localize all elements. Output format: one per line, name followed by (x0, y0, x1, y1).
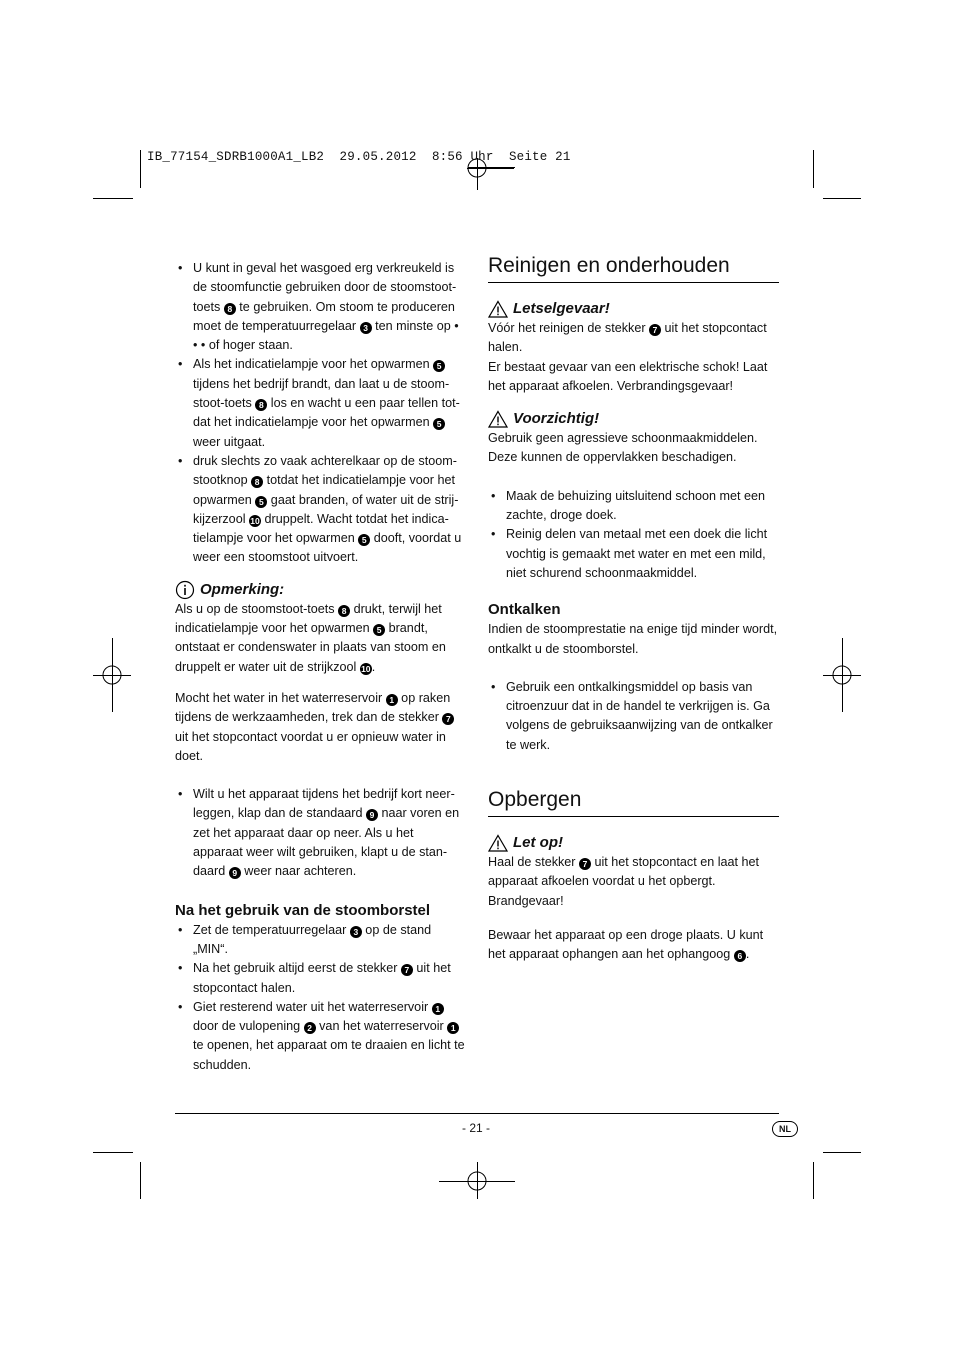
list-item: • Giet resterend water uit het waterreservoir 1 door de vulopening 2 van het waterreservoir 1 te openen, het apparaat om te draaien en licht te schudden. (175, 998, 465, 1075)
info-icon (175, 580, 195, 600)
list-item: • Na het gebruik altijd eerst de stekker 7 uit het stopcontact halen. (175, 959, 465, 998)
reference-number-badge: 9 (366, 809, 378, 821)
cleaning-bullets (488, 487, 779, 583)
reference-number-badge: 5 (433, 418, 445, 430)
note-heading: Opmerking: (175, 580, 465, 600)
warning-injury-text1: Vóór het reinigen de stekker 7 uit het stopcontact halen. (488, 321, 767, 355)
page-number: - 21 - (462, 1121, 491, 1135)
warning-icon (488, 300, 508, 318)
warning-icon (488, 410, 508, 428)
reference-number-badge: 3 (360, 322, 372, 334)
note-text: Als u op de stoomstoot-toets 8 drukt, terwijl het indicatielampje voor het opwarmen 5 brandt, ontstaat er condenswater in plaats van stoom en druppelt er water uit de strijkzool 10. (175, 601, 446, 674)
list-item: • Maak de behuizing uitsluitend schoon met een zachte, droge doek. (488, 487, 779, 526)
print-slug: IB_77154_SDRB1000A1_LB2 29.05.2012 8:56 Uhr Seite 21 (147, 150, 571, 164)
caution-text: Gebruik geen agressieve schoonmaakmiddelen. Deze kunnen de oppervlakken beschadigen. (488, 431, 758, 465)
after-use-heading: Na het gebruik van de stoomborstel (175, 901, 431, 919)
reference-number-badge: 5 (255, 496, 267, 508)
reference-number-badge: 8 (255, 399, 267, 411)
reference-number-badge: 10 (361, 663, 371, 674)
warning-injury-text2: Er bestaat gevaar van een elektrische schok! Laat het apparaat afkoelen. Verbrandingsgevaar! (488, 359, 768, 393)
caution-heading: Voorzichtig! (488, 409, 779, 429)
reference-number-badge: 3 (350, 926, 362, 938)
reference-number-badge: 10 (250, 515, 260, 526)
attention-text: Haal de stekker 7 uit het stopcontact en laat het apparaat afkoelen voordat u het opbergt. Brandgevaar! (488, 855, 760, 908)
reference-number-badge: 1 (386, 694, 398, 706)
list-item: • Reinig delen van metaal met een doek die licht vochtig is gemaakt met water en met een mild, niet schurend schoonmaakmiddel. (488, 525, 779, 583)
reference-number-badge: 7 (579, 858, 591, 870)
attention-heading: Let op! (488, 833, 779, 853)
cleaning-heading: Reinigen en onderhouden (488, 253, 779, 283)
reference-number-badge: 5 (433, 360, 445, 372)
reference-number-badge: 8 (224, 303, 236, 315)
left-column (175, 259, 465, 1075)
list-item: • Wilt u het apparaat tijdens het bedrijf kort neer-leggen, klap dan de standaard 9 naar voren en zet het apparaat daar op neer. Als u het apparaat weer wilt gebruiken, klapt u de stan-daard 9 weer naar achteren. (175, 785, 465, 881)
descale-heading: Ontkalken (488, 601, 561, 619)
storage-text: Bewaar het apparaat op een droge plaats. U kunt het apparaat ophangen aan het ophangoog 6 . (488, 927, 764, 962)
list-item: • U kunt in geval het wasgoed erg verkreukeld is de stoomfunctie gebruiken door de stoomstoot-toets 8 te gebruiken. Om stoom te produceren moet de temperatuurregelaar 3 ten minste op • • • of hoger staan. (175, 259, 465, 355)
water-empty-paragraph: Mocht het water in het waterreservoir 1 op raken tijdens de werkzaamheden, trek dan de stekker 7 uit het stopcontact voordat u er opnieuw water in doet. (175, 689, 465, 766)
reference-number-badge: 9 (229, 867, 241, 879)
descale-bullets (488, 678, 779, 755)
list-item: • Zet de temperatuurregelaar 3 op de stand „MIN“. (175, 921, 465, 960)
reference-number-badge: 8 (251, 476, 263, 488)
reference-number-badge: 6 (734, 950, 746, 962)
list-item: • Als het indicatielampje voor het opwarmen 5 tijdens het bedrijf brandt, dan laat u de stoom-stoot-toets 8 los en wacht u een paar tellen tot-dat het indicatielampje voor het opwarmen 5 weer uitgaat. (175, 355, 465, 451)
descale-text: Indien de stoomprestatie na enige tijd minder wordt, ontkalkt u de stoomborstel. (488, 622, 778, 656)
right-column (488, 253, 779, 965)
stand-bullets (175, 785, 465, 881)
after-use-bullets (175, 921, 465, 1075)
footer-rule (175, 1113, 779, 1114)
reference-number-badge: 8 (338, 605, 350, 617)
warning-icon (488, 834, 508, 852)
list-item: • Gebruik een ontkalkingsmiddel op basis van citroenzuur dat in de handel te verkrijgen is. Ga volgens de gebruiksaanwijzing van de ontkalker te werk. (488, 678, 779, 755)
reference-number-badge: 5 (358, 534, 370, 546)
reference-number-badge: 2 (304, 1022, 316, 1034)
reference-number-badge: 5 (373, 624, 385, 636)
reference-number-badge: 1 (432, 1003, 444, 1015)
steam-bullets (175, 259, 465, 568)
language-badge: NL (772, 1121, 798, 1137)
warning-injury-heading: Letselgevaar! (488, 299, 779, 319)
storage-heading: Opbergen (488, 787, 779, 817)
reference-number-badge: 7 (442, 713, 454, 725)
reference-number-badge: 7 (649, 324, 661, 336)
reference-number-badge: 7 (401, 964, 413, 976)
list-item: • druk slechts zo vaak achterelkaar op de stoom-stootknop 8 totdat het indicatielampje voor het opwarmen 5 gaat branden, of water uit de strij-kijzerzool 10 druppelt. Wacht totdat het indica-tielampje voor het opwarmen 5 dooft, voordat u weer een stoomstoot uitvoert. (175, 452, 465, 568)
reference-number-badge: 1 (447, 1022, 459, 1034)
